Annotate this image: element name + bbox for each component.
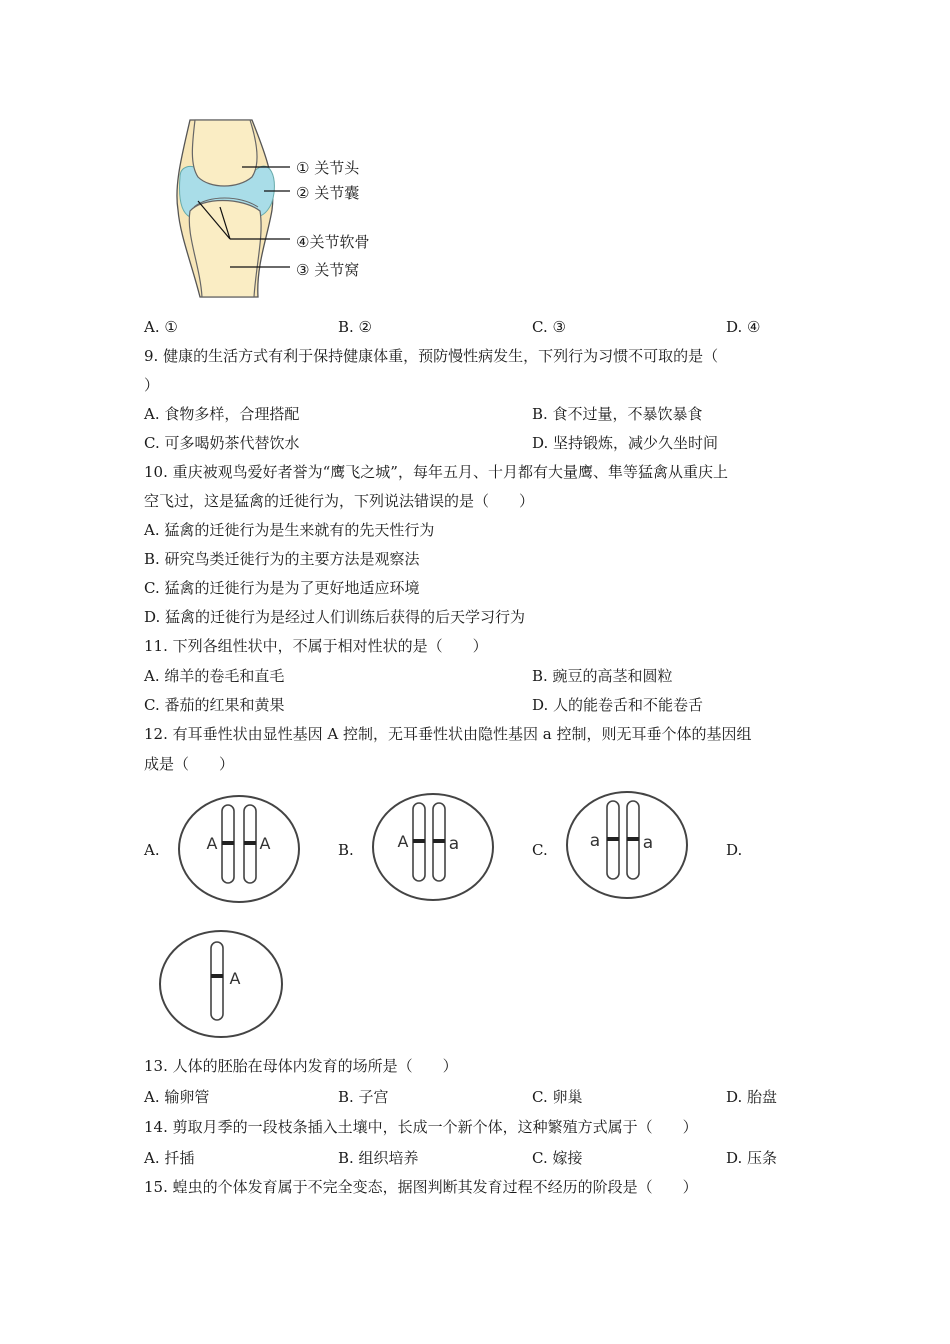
q11-option-b: B. 豌豆的高茎和圆粒	[532, 667, 673, 685]
cell-diagram-d	[157, 928, 285, 1040]
q14-option-b: B. 组织培养	[338, 1149, 419, 1167]
q9-option-d: D. 坚持锻炼，减少久坐时间	[532, 434, 719, 452]
q12-option-d-letter: D.	[726, 841, 743, 859]
q14-option-a: A. 扦插	[144, 1149, 195, 1167]
joint-diagram	[160, 115, 290, 300]
cell-c-gene-right: a	[642, 833, 654, 853]
q10-stem-line2: 空飞过，这是猛禽的迁徙行为，下列说法错误的是（ ）	[144, 492, 535, 510]
q13-stem: 13. 人体的胚胎在母体内发育的场所是（ ）	[144, 1057, 458, 1075]
q15-stem: 15. 蝗虫的个体发育属于不完全变态，据图判断其发育过程不经历的阶段是（ ）	[144, 1178, 698, 1196]
q10-option-c: C. 猛禽的迁徙行为是为了更好地适应环境	[144, 579, 420, 597]
cell-diagram-c	[564, 789, 690, 901]
q9-option-a: A. 食物多样，合理搭配	[144, 405, 300, 423]
cell-b-gene-left: A	[397, 832, 409, 851]
q14-stem: 14. 剪取月季的一段枝条插入土壤中，长成一个新个体，这种繁殖方式属于（ ）	[144, 1118, 698, 1136]
q8-option-d: D. ④	[726, 318, 761, 336]
q14-option-c: C. 嫁接	[532, 1149, 583, 1167]
label-joint-socket: ③ 关节窝	[296, 261, 360, 279]
q13-option-b: B. 子宫	[338, 1088, 389, 1106]
q13-option-a: A. 输卵管	[144, 1088, 210, 1106]
q10-stem-line1: 10. 重庆被观鸟爱好者誉为“鹰飞之城”，每年五月、十月都有大量鹰、隼等猛禽从重庆上	[144, 463, 728, 481]
q9-option-c: C. 可多喝奶茶代替饮水	[144, 434, 300, 452]
cell-diagram-b	[370, 791, 496, 903]
label-joint-head: ① 关节头	[296, 159, 360, 177]
q11-option-c: C. 番茄的红果和黄果	[144, 696, 285, 714]
q8-option-a: A. ①	[144, 318, 178, 336]
q11-option-d: D. 人的能卷舌和不能卷舌	[532, 696, 704, 714]
cell-a-gene-right: A	[259, 834, 271, 853]
q9-option-b: B. 食不过量，不暴饮暴食	[532, 405, 703, 423]
q13-option-d: D. 胎盘	[726, 1088, 778, 1106]
q8-option-c: C. ③	[532, 318, 566, 336]
cell-d-gene-right: A	[229, 969, 241, 988]
cell-diagram-a	[176, 793, 302, 905]
q12-stem-line2: 成是（ ）	[144, 755, 235, 773]
q11-option-a: A. 绵羊的卷毛和直毛	[144, 667, 285, 685]
q9-stem-line1: 9. 健康的生活方式有利于保持健康体重，预防慢性病发生，下列行为习惯不可取的是（	[144, 347, 719, 365]
q12-option-a-letter: A.	[144, 841, 160, 859]
q8-option-b: B. ②	[338, 318, 373, 336]
q12-stem-line1: 12. 有耳垂性状由显性基因 A 控制，无耳垂性状由隐性基因 a 控制，则无耳垂个体的基因组	[144, 725, 752, 743]
q10-option-b: B. 研究鸟类迁徙行为的主要方法是观察法	[144, 550, 420, 568]
label-joint-capsule: ② 关节囊	[296, 184, 360, 202]
label-joint-cartilage: ④关节软骨	[296, 233, 370, 251]
q12-option-c-letter: C.	[532, 841, 548, 859]
cell-c-gene-left: a	[589, 831, 601, 851]
q9-stem-line2: ）	[144, 376, 160, 394]
q10-option-d: D. 猛禽的迁徙行为是经过人们训练后获得的后天学习行为	[144, 608, 526, 626]
q14-option-d: D. 压条	[726, 1149, 778, 1167]
cell-b-gene-right: a	[448, 834, 460, 854]
q10-option-a: A. 猛禽的迁徙行为是生来就有的先天性行为	[144, 521, 435, 539]
cell-a-gene-left: A	[206, 834, 218, 853]
q11-stem: 11. 下列各组性状中，不属于相对性状的是（ ）	[144, 637, 488, 655]
q13-option-c: C. 卵巢	[532, 1088, 583, 1106]
q12-option-b-letter: B.	[338, 841, 354, 859]
